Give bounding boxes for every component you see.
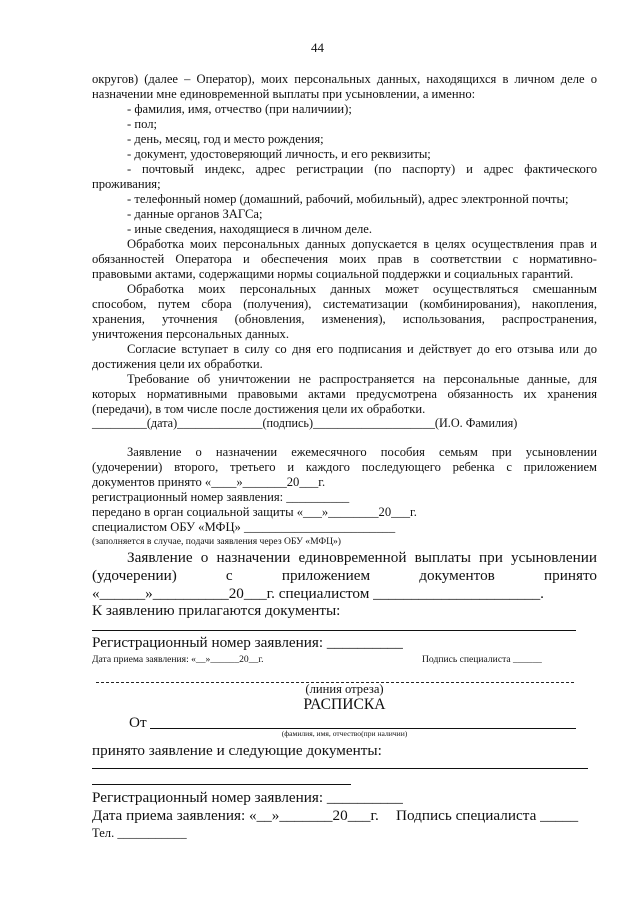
consent-paragraph: правовыми актами, содержащими нормы социальной поддержки и социальных гарантий. xyxy=(92,267,574,281)
onetime-line: Заявление о назначении единовременной выплаты при усыновлении xyxy=(127,549,597,566)
monthly-line: регистрационный номер заявления: __________ xyxy=(92,490,350,504)
documents-blank-line xyxy=(92,630,576,631)
receipt-date: Дата приема заявления: «__»_______20___г. xyxy=(92,807,379,824)
consent-list-item: - иные сведения, находящиеся в личном деле. xyxy=(127,222,373,236)
consent-list-item: - пол; xyxy=(127,117,157,131)
receipt-from-label: От xyxy=(129,714,147,731)
receipt-docs-line xyxy=(92,784,351,785)
monthly-line: специалистом ОБУ «МФЦ» ________________________ xyxy=(92,520,396,534)
receipt-phone: Тел. ___________ xyxy=(92,826,187,840)
consent-paragraph: уничтожения персональных данных. xyxy=(92,327,289,341)
consent-line: округов) (далее – Оператор), моих персональных данных, находящихся в личном деле о xyxy=(92,72,597,86)
monthly-line: передано в орган социальной защиты «___»________20___г. xyxy=(92,505,417,519)
monthly-line: (удочерении) второго, третьего и каждого последующего ребенка с приложением xyxy=(92,460,597,474)
consent-paragraph: Согласие вступает в силу со дня его подписания и действует до его отзыва или до xyxy=(127,342,597,356)
receipt-reg-number: Регистрационный номер заявления: __________ xyxy=(92,789,403,806)
consent-line: назначении мне единовременной выплаты при усыновлении, а именно: xyxy=(92,87,476,101)
consent-list-item: - фамилия, имя, отчество (при наличиии); xyxy=(127,102,352,116)
onetime-reg-number: Регистрационный номер заявления: __________ xyxy=(92,634,403,651)
consent-paragraph: хранения, уточнения (обновления, изменения), использования, распространения, xyxy=(92,312,597,326)
consent-paragraph: Обработка моих персональных данных допускается в целях осуществления прав и xyxy=(127,237,597,251)
consent-list-item: - телефонный номер (домашний, рабочий, мобильный), адрес электронной почты; xyxy=(127,192,569,206)
consent-paragraph: достижения цели их обработки. xyxy=(92,357,263,371)
onetime-line: К заявлению прилагаются документы: xyxy=(92,602,341,619)
consent-paragraph: обязанностей Оператора и обеспечения моих прав в соответствии с нормативно- xyxy=(92,252,597,266)
consent-list-item: - день, месяц, год и место рождения; xyxy=(127,132,324,146)
monthly-line: Заявление о назначении ежемесячного пособия семьям при усыновлении xyxy=(127,445,597,459)
receipt-accepted: принято заявление и следующие документы: xyxy=(92,742,382,759)
cut-line-label: (линия отреза) xyxy=(305,682,384,696)
consent-paragraph: способом, путем сбора (получения), систематизации (комбинирования), накопления, xyxy=(92,297,597,311)
signature-line: _________(дата)______________(подпись)____________________(И.О. Фамилия) xyxy=(92,416,518,430)
receipt-from-hint: (фамилия, имя, отчество(при наличии) xyxy=(281,729,408,738)
consent-paragraph: которых нормативными правовыми актами предусмотрена обязанность их хранения xyxy=(92,387,597,401)
consent-line: проживания; xyxy=(92,177,161,191)
consent-paragraph: (передачи), в том числе после достижения цели их обработки. xyxy=(92,402,426,416)
consent-list-item: - почтовый индекс, адрес регистрации (по паспорту) и адрес фактического xyxy=(127,162,597,176)
consent-list-item: - данные органов ЗАГСа; xyxy=(127,207,263,221)
monthly-line: документов принято «____»_______20___г. xyxy=(92,475,326,489)
receipt-sign: Подпись специалиста _____ xyxy=(396,807,579,824)
receipt-title: РАСПИСКА xyxy=(303,696,386,713)
onetime-line: (удочерении) с приложением документов принято xyxy=(92,567,597,584)
consent-paragraph: Требование об уничтожении не распространяется на персональные данные, для xyxy=(127,372,597,386)
consent-paragraph: Обработка моих персональных данных может осуществляться смешанным xyxy=(127,282,597,296)
onetime-date: Дата приема заявления: «__»______20__г. xyxy=(92,654,264,665)
receipt-docs-line xyxy=(92,768,588,769)
consent-list-item: - документ, удостоверяющий личность, и его реквизиты; xyxy=(127,147,431,161)
page-number: 44 xyxy=(311,40,324,55)
onetime-line: «______»__________20___г. специалистом ______________________. xyxy=(92,585,544,602)
monthly-note: (заполняется в случае, подачи заявления через ОБУ «МФЦ») xyxy=(92,536,341,547)
onetime-sign: Подпись специалиста ______ xyxy=(422,654,542,665)
